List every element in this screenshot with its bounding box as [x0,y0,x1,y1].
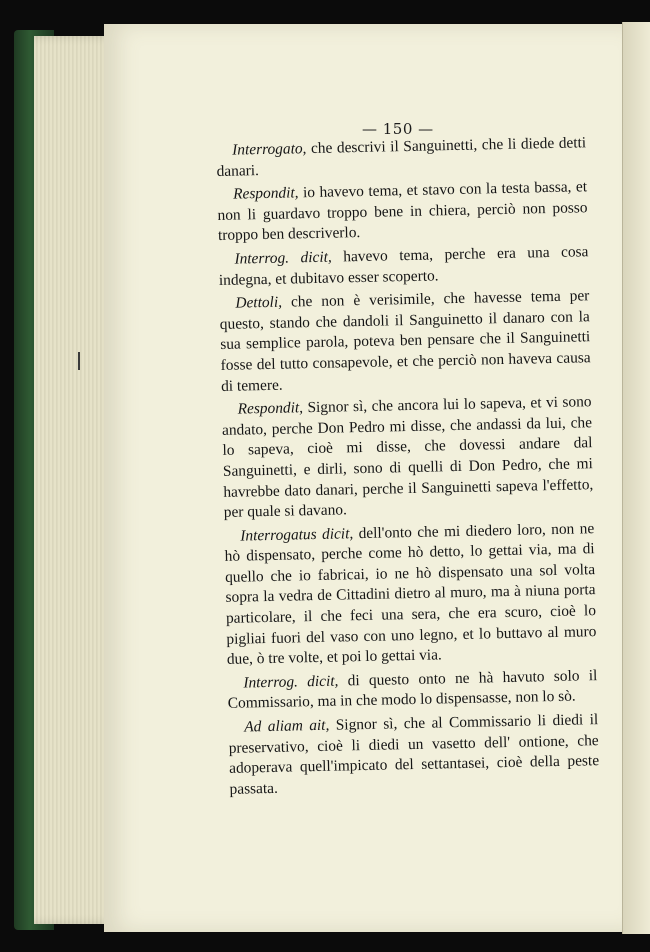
paragraph-lead: Ad aliam ait, [244,716,330,736]
page-number: — 150 — [362,120,434,138]
paragraph [221,392,594,523]
paragraph-lead: Dettoli, [235,293,283,312]
paragraph-lead: Respondit, [232,184,299,203]
paragraph-body: Signor sì, che ancora lui lo sapeva, et vi sono andato, perche Don Pedro mi disse, che andassi da lui, che lo sapeva, cioè mi disse, che dovessi andare dal Sanguinetti, e dirli, sono di quelli di Don Pedro, che mi havrebbe dato danari, perche il Sanguinetti sapeva l'effetto, per quale si davano. [221,393,594,522]
paragraph-lead: Interrogatus dicit, [240,524,354,545]
paragraph [216,133,587,182]
page-text [216,133,600,803]
page-mark [78,352,80,370]
paragraph-body: che descrivi il Sanguinetti, che li diede detti danari. [216,134,587,180]
paragraph-body: havevo tema, perche era una cosa indegna, et dubitavo esser scoperto. [218,243,589,289]
paragraph-body: dell'onto che mi diedero loro, non ne hò dispensato, perche come hò detto, lo gettai via, ma di quello che io fabricai, io ne hò dispensato una sol volta sopra la vedra de Cittadini dietro al muro, ma à niuna porta particolare, il che feci una sera, che era scuro, cioè lo pigliai fuori del vaso con uno legno, et lo buttavo al muro due, ò tre volte, et poi lo gettai via. [224,519,597,669]
paragraph-lead: Interrog. dicit, [243,672,339,692]
paragraph-body: che non è verisimile, che havesse tema per questo, stando che dandoli il Sanguinetto il danaro con la sua semplice parola, poteva ben pensare che il Sanguinetti fosse del tutto consapevole, et che perciò non haveva causa di temere. [219,287,591,395]
paragraph [218,242,589,291]
paragraph-lead: Interrogato, [232,140,307,159]
paragraph-lead: Respondit, [237,399,304,418]
paragraph [228,710,600,800]
paragraph-body: di questo onto ne hà havuto solo il Commissario, ma in che modo lo dispensasse, non lo sò. [227,666,598,713]
paragraph-body: Signor sì, che al Commissario li diedi il preservativo, cioè li diedi un vasetto dell' ontione, che adoperava quell'impicato del settantasei, cioè della peste passata. [228,711,600,798]
paragraph [224,519,597,671]
paragraph [227,666,598,715]
paragraph-lead: Interrog. dicit, [234,248,332,268]
paragraph [219,286,591,397]
facing-page-edge [622,22,650,934]
paragraph [217,177,588,247]
paragraph-body: io havevo tema, et stavo con la testa bassa, et non li guardavo troppo bene in chiera, perciò non posso troppo ben descriverlo. [217,178,588,245]
